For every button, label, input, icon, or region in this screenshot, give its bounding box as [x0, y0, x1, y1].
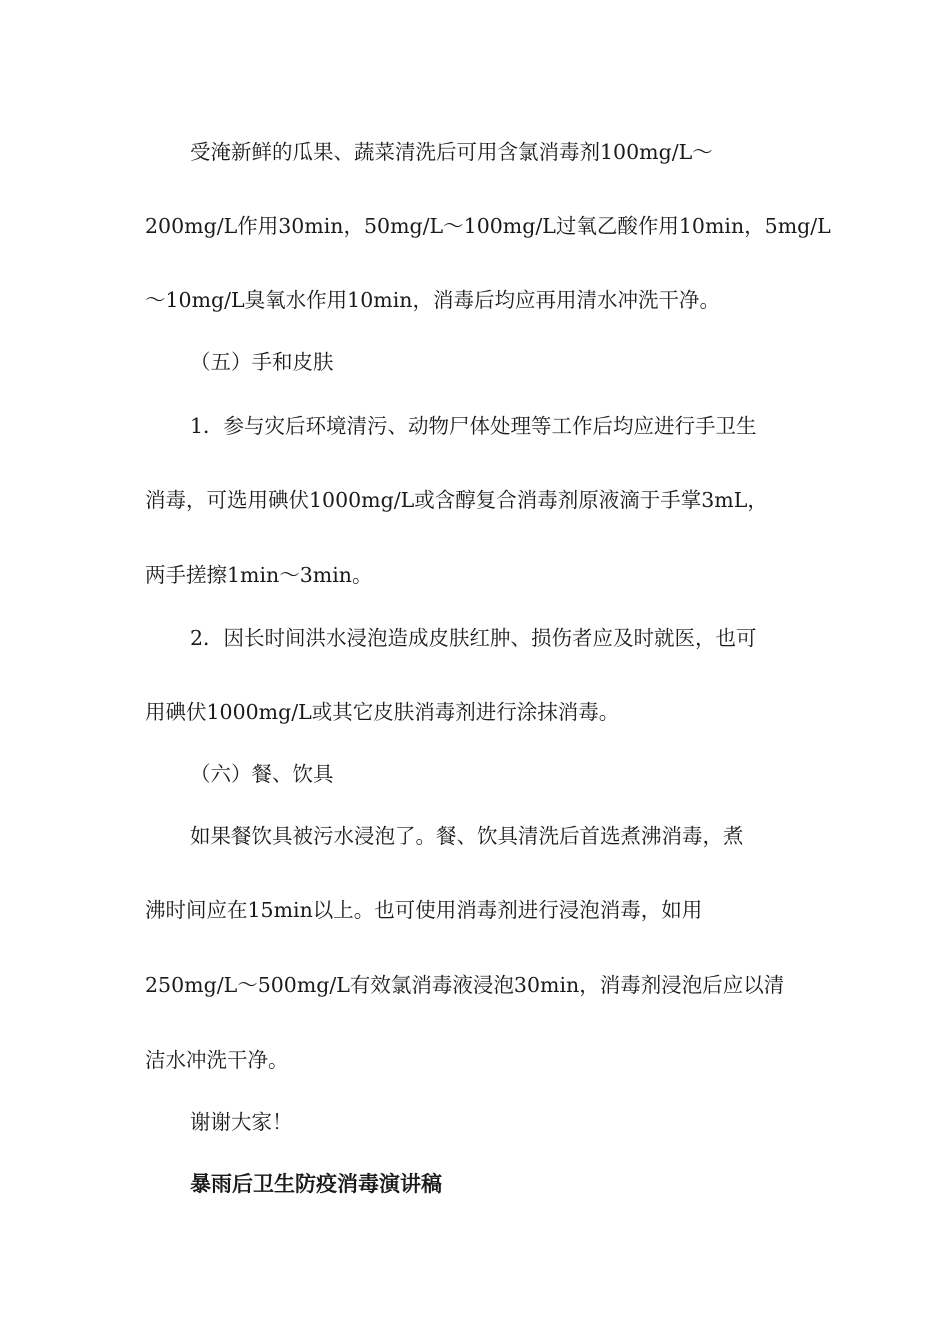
- paragraph-line: 2．因长时间洪水浸泡造成皮肤红肿、损伤者应及时就医，也可: [190, 626, 757, 650]
- paragraph-line: ～10mg/L臭氧水作用10min，消毒后均应再用清水冲洗干净。: [145, 288, 720, 312]
- paragraph-line: 洁水冲洗干净。: [145, 1048, 289, 1072]
- paragraph-line: 受淹新鲜的瓜果、蔬菜清洗后可用含氯消毒剂100mg/L～: [190, 140, 713, 164]
- closing-line: 谢谢大家！: [190, 1110, 293, 1134]
- section-heading: （六）餐、饮具: [190, 762, 334, 786]
- section-heading: （五）手和皮肤: [190, 350, 334, 374]
- paragraph-line: 用碘伏1000mg/L或其它皮肤消毒剂进行涂抹消毒。: [145, 700, 620, 724]
- document-title: 暴雨后卫生防疫消毒演讲稿: [190, 1172, 442, 1196]
- paragraph-line: 250mg/L～500mg/L有效氯消毒液浸泡30min，消毒剂浸泡后应以清: [145, 973, 785, 997]
- paragraph-line: 1．参与灾后环境清污、动物尸体处理等工作后均应进行手卫生: [190, 414, 757, 438]
- paragraph-line: 两手搓擦1min～3min。: [145, 563, 373, 587]
- paragraph-line: 沸时间应在15min以上。也可使用消毒剂进行浸泡消毒，如用: [145, 898, 703, 922]
- paragraph-line: 200mg/L作用30min，50mg/L～100mg/L过氧乙酸作用10min，5mg/L: [145, 214, 831, 238]
- paragraph-line: 消毒，可选用碘伏1000mg/L或含醇复合消毒剂原液滴于手掌3mL，: [145, 488, 768, 512]
- paragraph-line: 如果餐饮具被污水浸泡了。餐、饮具清洗后首选煮沸消毒，煮: [190, 824, 744, 848]
